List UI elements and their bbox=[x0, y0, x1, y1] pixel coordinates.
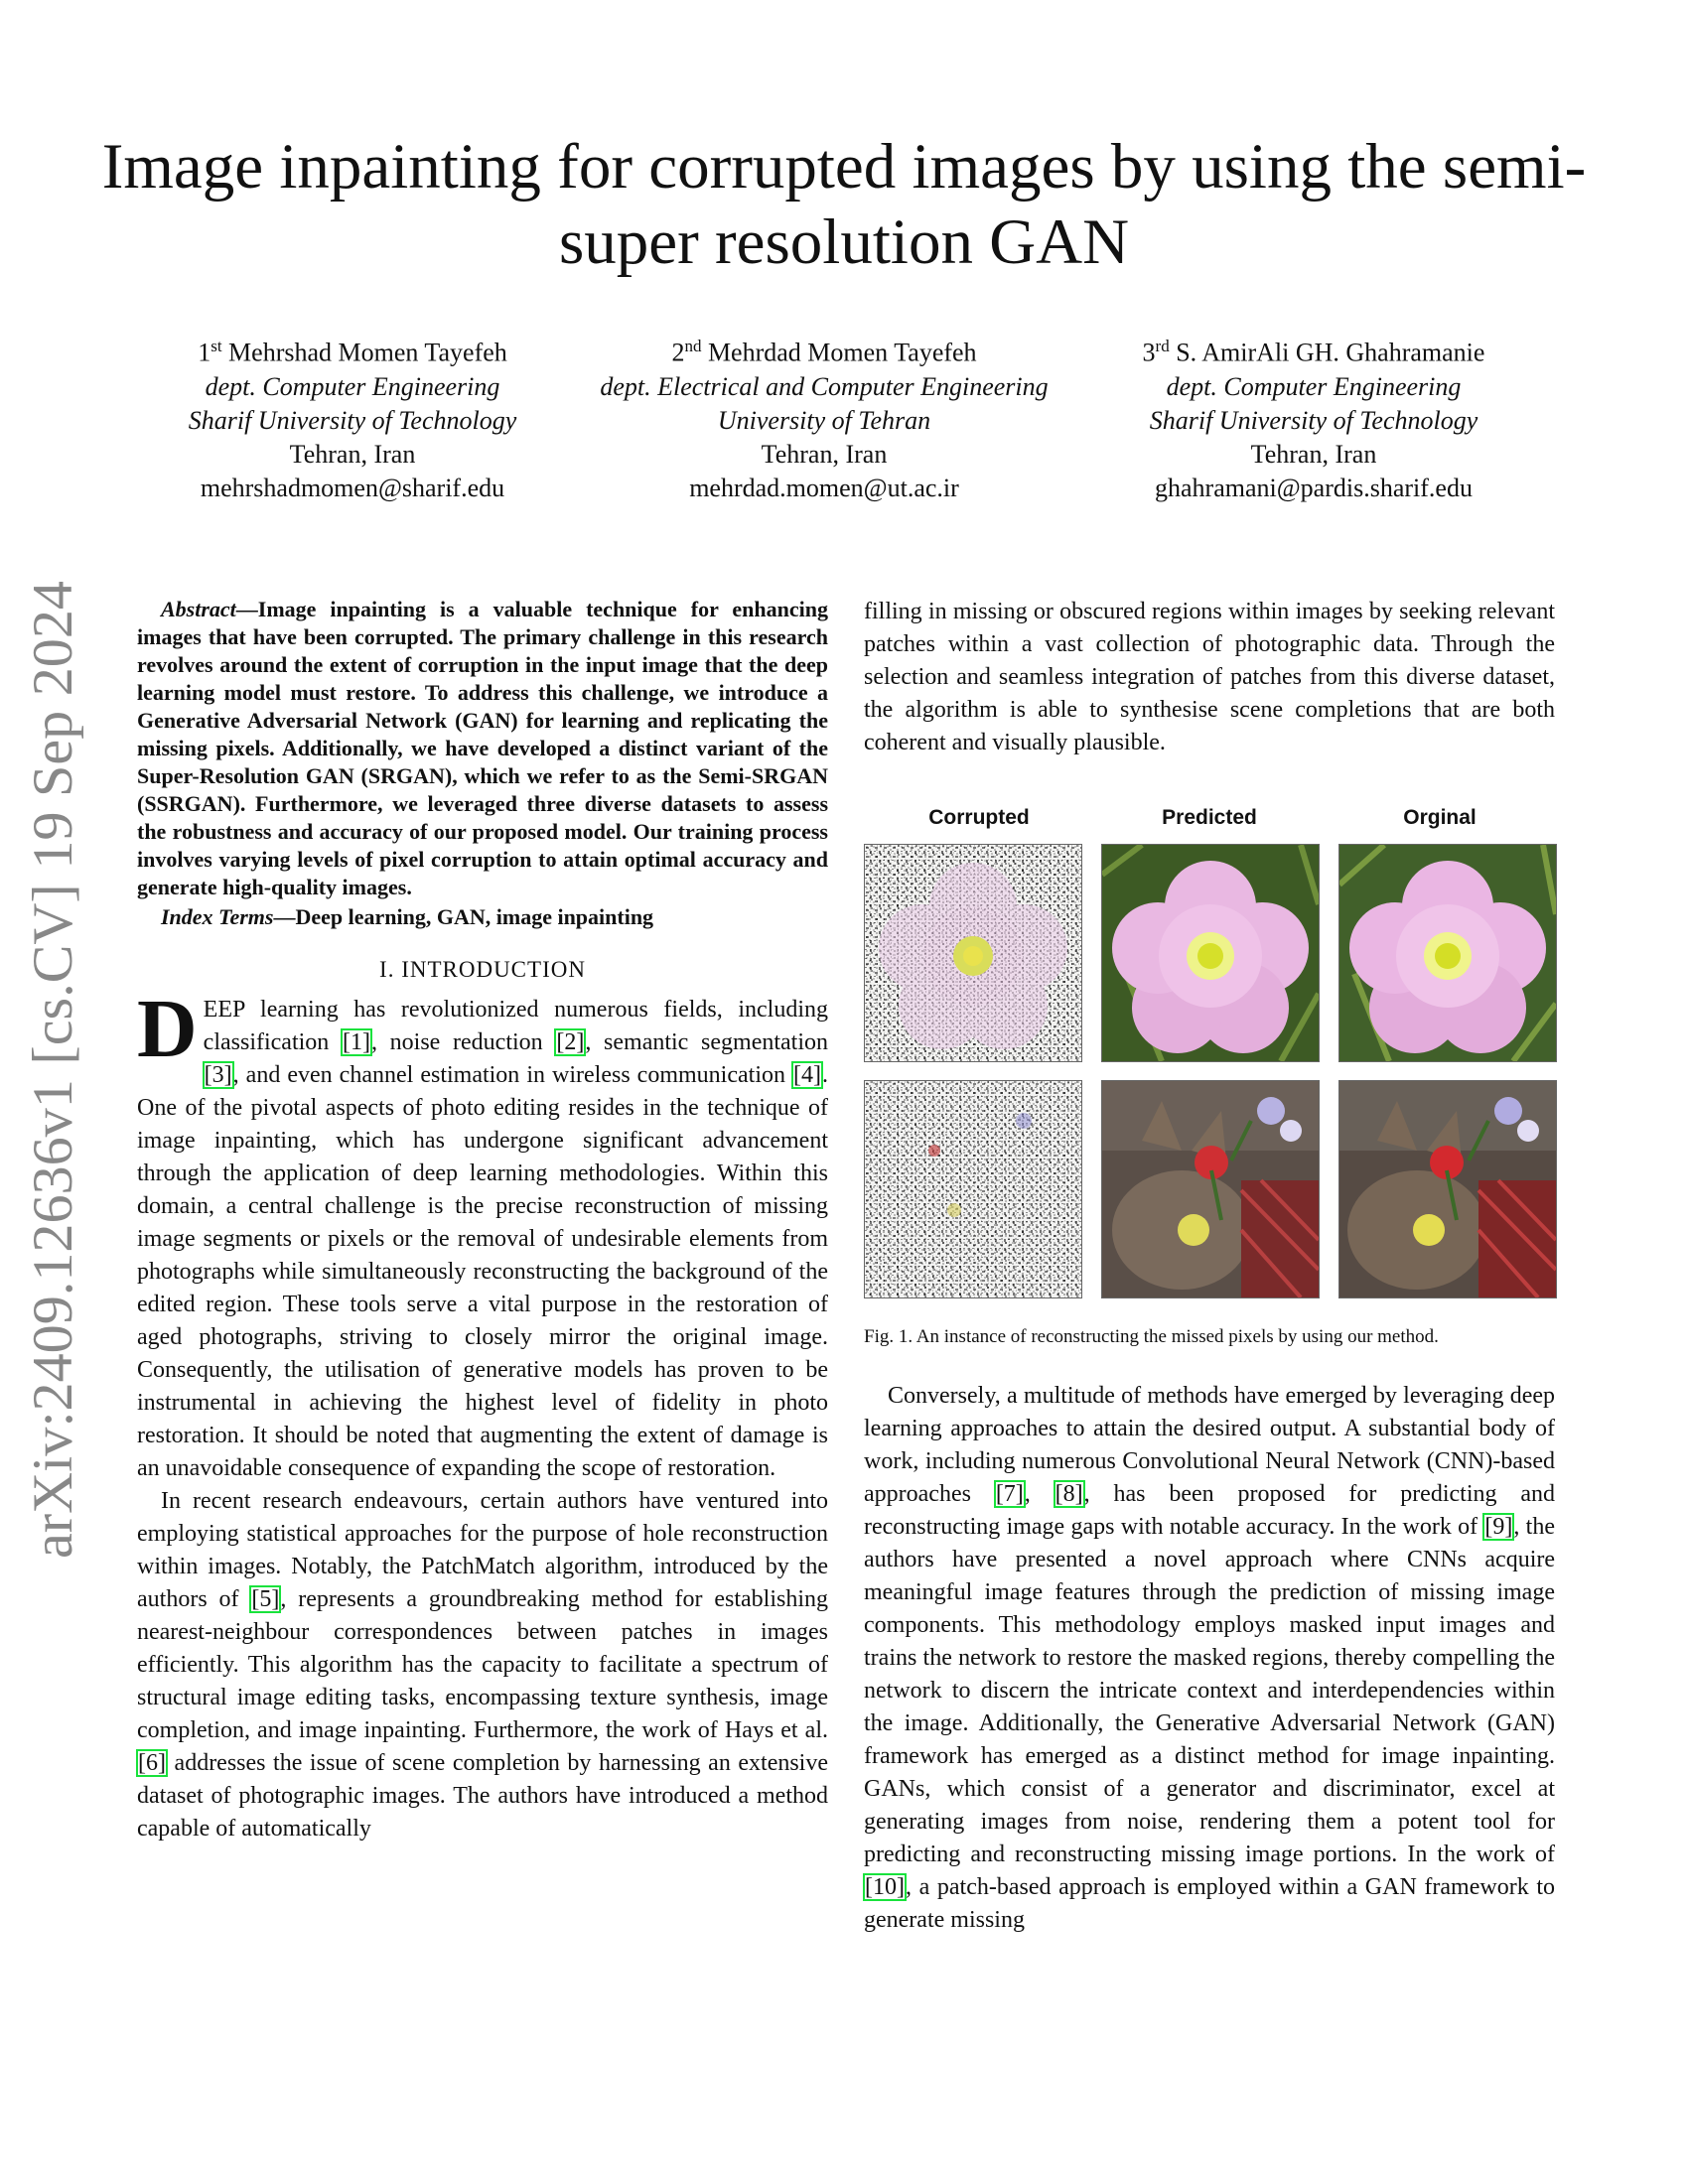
citation-link[interactable]: [2] bbox=[556, 1029, 585, 1055]
author-block-3 bbox=[1055, 330, 1572, 505]
index-terms-label: Index Terms bbox=[161, 904, 274, 929]
paper-title: Image inpainting for corrupted images by using the semi-super resolution GAN bbox=[101, 131, 1587, 278]
author-university: University of Tehran bbox=[717, 405, 931, 435]
flower-original-image bbox=[1338, 844, 1557, 1062]
author-university: Sharif University of Technology bbox=[1149, 405, 1478, 435]
index-terms-text: —Deep learning, GAN, image inpainting bbox=[273, 904, 654, 929]
abstract-text: —Image inpainting is a valuable technique for enhancing images that have been corrupted. The primary challenge in this research revolves around the extent of corruption in the input image that the deep learning model must restore. To address this challenge, we introduce a Generative Adversarial Network (GAN) for learning and replicating the missing pixels. Additionally, we have developed a distinct variant of the Super-Resolution GAN (SRGAN), which we refer to as the Semi-SRGAN (SSRGAN). Furthermore, we leveraged three diverse datasets to assess the robustness and accuracy of our proposed model. Our training process involves varying levels of pixel corruption to attain optimal accuracy and generate high-quality images. bbox=[137, 597, 828, 899]
figure-header-predicted: Predicted bbox=[1162, 806, 1257, 829]
author-dept: dept. Computer Engineering bbox=[205, 371, 500, 401]
figure-caption: Fig. 1. An instance of reconstructing the missed pixels by using our method. bbox=[864, 1326, 1439, 1347]
author-name: 1st Mehrshad Momen Tayefeh bbox=[198, 337, 507, 367]
citation-link[interactable]: [8] bbox=[1055, 1481, 1083, 1507]
drop-cap: D bbox=[137, 983, 198, 1075]
section-heading-introduction: I. INTRODUCTION bbox=[379, 957, 586, 982]
citation-link[interactable]: [1] bbox=[343, 1029, 370, 1055]
right-column bbox=[864, 596, 1555, 1937]
index-terms bbox=[137, 903, 828, 931]
cat-predicted-image bbox=[1101, 1080, 1320, 1298]
left-column bbox=[137, 596, 828, 1845]
arxiv-identifier: arXiv:2409.12636v1 [cs.CV] 19 Sep 2024 bbox=[22, 600, 84, 1559]
author-location: Tehran, Iran bbox=[761, 439, 888, 469]
author-block-2 bbox=[566, 330, 1082, 505]
figure-header-original: Orginal bbox=[1403, 806, 1477, 829]
citation-link[interactable]: [4] bbox=[793, 1062, 821, 1088]
citation-link[interactable]: [5] bbox=[251, 1586, 280, 1612]
author-name: 3rd S. AmirAli GH. Ghahramanie bbox=[1142, 337, 1485, 367]
figure-image-grid bbox=[864, 844, 1555, 1298]
citation-link[interactable]: [9] bbox=[1484, 1514, 1513, 1540]
citation-link[interactable]: [10] bbox=[865, 1874, 905, 1900]
intro-paragraph-1: DEEP learning has revolutionized numerous fields, including classification [1], noise reduction [2], semantic segmentation [3], and even channel estimation in wireless communication [4]. One of the pivotal aspects of photo editing resides in the technique of image inpainting, which has undergone significant advancement through the application of deep learning methodologies. Within this domain, a central challenge is the precise reconstruction of missing image segments or pixels or the removal of undesirable elements from photographs while simultaneously reconstructing the background of the edited region. These tools serve a vital purpose in the restoration of aged photographs, striving to closely mirror the original image. Consequently, the utilisation of generative models has proven to be instrumental in achieving the highest level of fidelity in photo restoration. It should be noted that augmenting the extent of damage is an unavoidable consequence of expanding the scope of restoration. bbox=[137, 983, 828, 1481]
author-block-1 bbox=[94, 330, 611, 505]
cat-corrupted-image bbox=[864, 1080, 1082, 1298]
figure-1 bbox=[864, 801, 1555, 1350]
citation-link[interactable]: [7] bbox=[995, 1481, 1024, 1507]
arxiv-sidebar bbox=[10, 576, 101, 1559]
author-dept: dept. Computer Engineering bbox=[1166, 371, 1462, 401]
author-location: Tehran, Iran bbox=[289, 439, 416, 469]
author-dept: dept. Electrical and Computer Engineering bbox=[600, 371, 1049, 401]
figure-header-corrupted: Corrupted bbox=[928, 806, 1030, 829]
intro-paragraph-2: In recent research endeavours, certain authors have ventured into employing statistical approaches for the purpose of hole reconstruction within images. Notably, the PatchMatch algorithm, introduced by the authors of [5], represents a groundbreaking method for establishing nearest-neighbour correspondences between patches in images efficiently. This algorithm has the capacity to facilitate a spectrum of structural image editing tasks, encompassing texture synthesis, image completion, and image inpainting. Furthermore, the work of Hays et al. [6] addresses the issue of scene completion by harnessing an extensive dataset of photographic images. The authors have introduced a method capable of automatically bbox=[137, 1488, 828, 1842]
citation-link[interactable]: [6] bbox=[138, 1750, 166, 1776]
author-email[interactable]: ghahramani@pardis.sharif.edu bbox=[1155, 473, 1473, 502]
right-paragraph-2: Conversely, a multitude of methods have emerged by leveraging deep learning approaches to attain the desired output. A substantial body of work, including numerous Convolutional Neural Network (CNN)-based approaches [7], [8], has been proposed for predicting and reconstructing image gaps with notable accuracy. In the work of [9], the authors have presented a novel approach where CNNs acquire meaningful image features through the prediction of missing image components. This methodology employs masked input images and trains the network to restore the masked regions, thereby compelling the network to discern the intricate context and interdependencies within the image. Additionally, the Generative Adversarial Network (GAN) framework has emerged as a distinct method for image inpainting. GANs, which consist of a generator and discriminator, excel at generating images from noise, rendering them a potent tool for predicting and reconstructing missing image portions. In the work of [10], a patch-based approach is employed within a GAN framework to generate missing bbox=[864, 1383, 1556, 1933]
author-email[interactable]: mehrdad.momen@ut.ac.ir bbox=[689, 473, 959, 502]
author-university: Sharif University of Technology bbox=[188, 405, 517, 435]
abstract-label: Abstract bbox=[161, 597, 236, 621]
author-email[interactable]: mehrshadmomen@sharif.edu bbox=[200, 473, 505, 502]
abstract bbox=[137, 596, 828, 901]
arxiv-sidebar-svg bbox=[10, 576, 101, 1559]
cat-original-image bbox=[1338, 1080, 1557, 1298]
citation-link[interactable]: [3] bbox=[204, 1062, 232, 1088]
flower-predicted-image bbox=[1101, 844, 1320, 1062]
figure-headers bbox=[864, 801, 1555, 834]
flower-corrupted-image bbox=[864, 844, 1082, 1062]
author-name: 2nd Mehrdad Momen Tayefeh bbox=[671, 337, 977, 367]
author-location: Tehran, Iran bbox=[1250, 439, 1377, 469]
right-paragraph-1: filling in missing or obscured regions within images by seeking relevant patches within a vast collection of photographic data. Through the selection and seamless integration of patches from this diverse dataset, the algorithm is able to synthesise scene completions that are both coherent and visually plausible. bbox=[864, 599, 1555, 755]
